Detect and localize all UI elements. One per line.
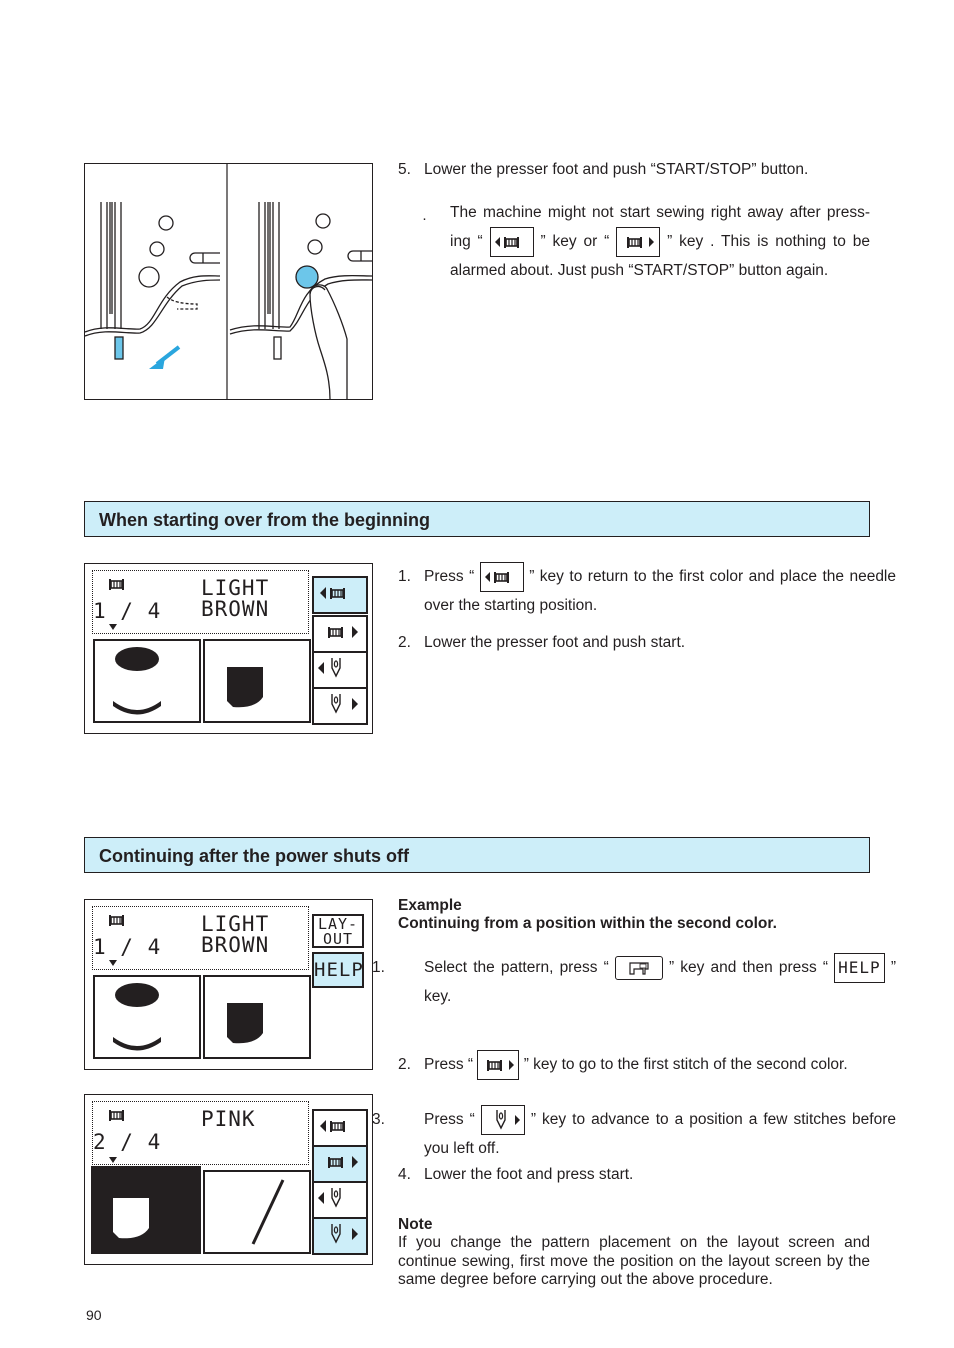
step-text: Press “ [424,568,475,586]
step-text: Press “ [424,1111,475,1129]
stitch-forward-key[interactable] [312,1217,368,1255]
pattern-shape-icon [91,1166,201,1254]
lcd-screen-start-over [84,563,373,734]
step-text: ” key to advance to a position a few stitches before you left off. [424,1111,896,1157]
next-color-icon [617,228,659,256]
step-number: 2. [398,1056,411,1074]
spool-icon [109,578,131,592]
sewing-key[interactable] [615,956,663,980]
pointer-icon [109,960,117,966]
lcd-color-line1: LIGHT [201,576,270,600]
pattern-shape-icon [205,977,305,1053]
next-color-icon [314,617,362,647]
lcd-counter: 1 / 4 [93,935,162,959]
back-to-first-color-icon [491,228,533,256]
step-text: Select the pattern, press “ [424,959,609,977]
note-text: The machine might not start sewing right away after press-ing “ [450,204,870,251]
example-label: Example [398,897,462,914]
next-color-icon [314,1147,362,1177]
pattern-shape-icon [95,641,195,717]
stitch-forward-key[interactable] [481,1105,525,1135]
step-text: ” key and then press “ [669,959,829,977]
pointer-icon [109,624,117,630]
restart-note [450,199,870,285]
needle-forward-icon [482,1106,524,1134]
section2-step-2 [398,1050,878,1080]
step-text: ” key to go to the first stitch of the second color. [523,1056,848,1074]
needle-back-icon [314,653,362,683]
pattern-preview-2 [203,975,311,1059]
back-to-first-color-icon [481,563,523,591]
section-title: Continuing after the power shuts off [99,846,409,866]
next-color-icon [478,1051,518,1079]
note-text: ” key or “ [540,233,610,251]
example-title: Continuing from a position within the second color. [398,915,777,932]
layout-key-label-line1: LAY- [317,915,359,933]
step-number: 4. [398,1166,411,1183]
needle-forward-icon [314,689,362,719]
stitch-back-key[interactable] [312,651,368,689]
pattern-shape-icon [95,977,195,1053]
note-text: If you change the pattern placement on the layout screen and continue sewing, first move the position on the layout screen by the same degree before carrying out the above procedure. [398,1234,870,1288]
pattern-preview-1 [93,975,201,1059]
back-to-first-color-icon [314,578,362,608]
pattern-shape-icon [205,641,305,717]
section2-step-3 [372,1105,896,1163]
help-key[interactable]: HELP [312,952,364,988]
lcd-counter: 2 / 4 [93,1130,162,1154]
layout-key-label-line2: OUT [322,930,354,948]
layout-key[interactable] [312,914,364,948]
pattern-preview-2 [203,639,311,723]
section-header-start-over [84,501,870,537]
lcd-screen-pattern [84,899,373,1070]
help-key[interactable]: HELP [834,953,885,983]
section1-step-1 [398,562,896,620]
step-text: Press “ [424,1056,474,1074]
stitch-back-key[interactable] [312,1181,368,1219]
section1-step-2 [398,629,870,657]
spool-icon [109,1109,131,1123]
next-color-key[interactable] [312,1145,368,1183]
step-number: 1. [398,568,411,586]
section-title: When starting over from the beginning [99,510,431,530]
step-text: ” key. [424,959,896,1005]
lcd-color-line2: BROWN [201,933,270,957]
next-color-key[interactable] [616,227,660,257]
pattern-line-icon [205,1172,305,1248]
step-number: 3. [372,1111,385,1129]
lcd-screen-second-color [84,1094,373,1265]
section2-step-1 [372,953,896,1011]
back-color-key[interactable] [490,227,534,257]
page-number: 90 [86,1307,102,1323]
pattern-preview-2 [203,1170,311,1254]
pointer-icon [109,1157,117,1163]
step-number: 2. [398,634,411,651]
step-number: 5. [398,161,411,178]
next-color-key[interactable] [477,1050,519,1080]
lcd-color-line1: PINK [201,1107,256,1131]
note-label: Note [398,1216,433,1233]
step-number: 1. [372,959,385,977]
step-text: Lower the foot and press start. [424,1166,634,1183]
back-to-first-color-icon [314,1111,362,1141]
lcd-counter: 1 / 4 [93,599,162,623]
step-text: Lower the presser foot and push “START/STOP” button. [424,161,809,178]
back-color-key[interactable] [480,562,524,592]
pattern-preview-1 [93,639,201,723]
note-text: ” key . This is nothing to be alarmed about. Just push “START/STOP” button again. [450,233,870,279]
needle-back-icon [314,1183,362,1213]
section-header-power-off [84,837,870,873]
step-text: Lower the presser foot and push start. [424,634,686,651]
sewing-machine-icon [616,957,662,979]
section2-step-4 [398,1161,870,1189]
sewing-machine-drawing [85,164,372,399]
step-text: ” key to return to the first color and place the needle over the starting position. [424,568,896,614]
step-5 [398,156,870,184]
stitch-forward-key[interactable] [312,687,368,725]
spool-icon [109,914,131,928]
lcd-color-line2: BROWN [201,597,270,621]
pattern-preview-1-selected [91,1166,201,1254]
bullet: · [422,210,427,227]
presser-foot-illustration [84,163,373,400]
back-color-key[interactable] [312,1109,368,1147]
next-color-key[interactable] [312,615,368,653]
lcd-color-line1: LIGHT [201,912,270,936]
back-color-key[interactable] [312,576,368,614]
needle-forward-icon [314,1219,362,1249]
